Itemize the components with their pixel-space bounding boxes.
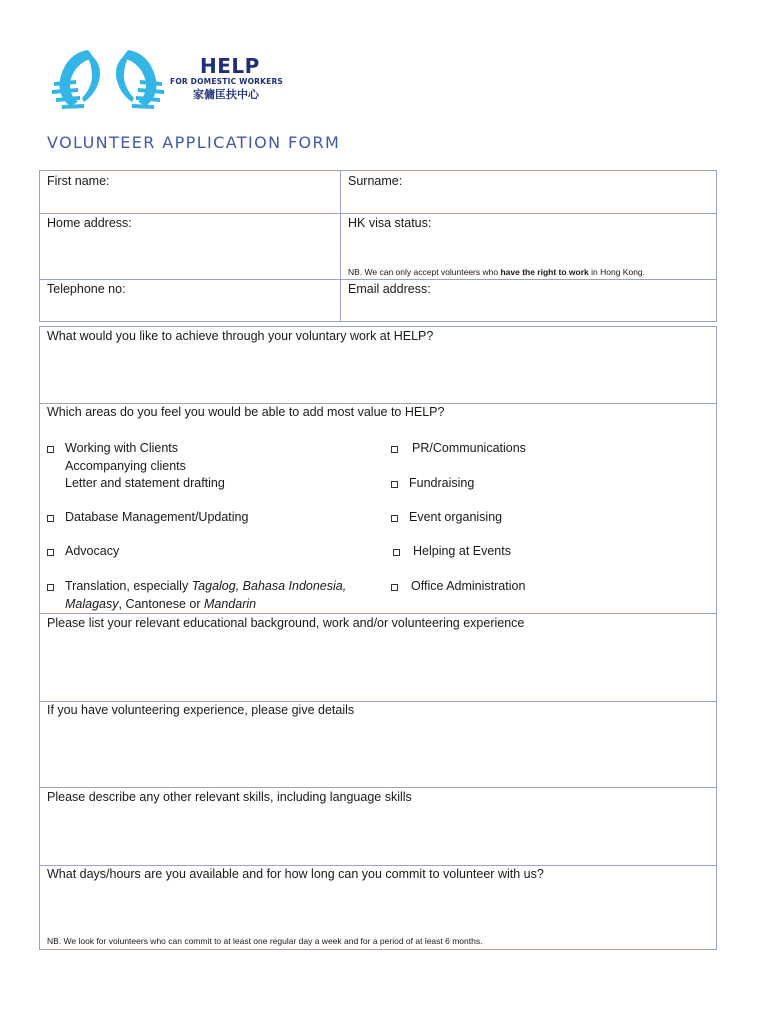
skills-question[interactable]: Please describe any other relevant skills, including language skills — [47, 790, 412, 804]
home-address-field[interactable]: Home address: — [47, 216, 132, 230]
availability-note: NB. We look for volunteers who can commit to at least one regular day a week and for a period of at least 6 months. — [47, 936, 483, 946]
checkbox-pr[interactable] — [391, 446, 398, 453]
checkbox-advocacy[interactable] — [47, 549, 54, 556]
education-question[interactable]: Please list your relevant educational background, work and/or volunteering experience — [47, 616, 525, 630]
table-divider — [340, 170, 341, 322]
table-divider — [39, 865, 717, 866]
checkbox-database[interactable] — [47, 515, 54, 522]
checkbox-event-organising[interactable] — [391, 515, 398, 522]
visa-note: NB. We can only accept volunteers who have the right to work in Hong Kong. — [348, 267, 646, 277]
option-office-admin: Office Administration — [411, 579, 526, 593]
checkbox-working-with-clients[interactable] — [47, 446, 54, 453]
checkbox-translation[interactable] — [47, 584, 54, 591]
option-pr: PR/Communications — [412, 441, 526, 455]
table-divider — [39, 787, 717, 788]
telephone-field[interactable]: Telephone no: — [47, 282, 126, 296]
table-divider — [39, 701, 717, 702]
areas-question: Which areas do you feel you would be able to add most value to HELP? — [47, 405, 445, 419]
availability-question[interactable]: What days/hours are you available and for how long can you commit to volunteer with us? — [47, 867, 544, 881]
table-divider — [39, 613, 717, 614]
achieve-question[interactable]: What would you like to achieve through your voluntary work at HELP? — [47, 329, 434, 343]
option-translation: Translation, especially Tagalog, Bahasa Indonesia, Malagasy, Cantonese or Mandarin — [65, 579, 347, 611]
first-name-field[interactable]: First name: — [47, 174, 110, 188]
checkbox-fundraising[interactable] — [391, 481, 398, 488]
visa-status-field[interactable]: HK visa status: — [348, 216, 432, 230]
option-working-with-clients: Working with Clients Accompanying clients Letter and statement drafting — [65, 441, 225, 490]
logo-chinese-text: 家傭匡扶中心 — [193, 88, 259, 101]
logo-help-text: HELP — [200, 54, 260, 78]
personal-details-table — [39, 170, 717, 322]
option-fundraising: Fundraising — [409, 476, 475, 490]
surname-field[interactable]: Surname: — [348, 174, 403, 188]
form-title: VOLUNTEER APPLICATION FORM — [47, 133, 341, 152]
option-event-organising: Event organising — [409, 510, 503, 524]
experience-question[interactable]: If you have volunteering experience, please give details — [47, 703, 355, 717]
checkbox-helping-events[interactable] — [393, 549, 400, 556]
logo-subtitle: FOR DOMESTIC WORKERS — [170, 77, 284, 86]
table-divider — [39, 403, 717, 404]
option-database: Database Management/Updating — [65, 510, 249, 524]
email-field[interactable]: Email address: — [348, 282, 431, 296]
checkbox-office-admin[interactable] — [391, 584, 398, 591]
option-helping-events: Helping at Events — [413, 544, 511, 558]
option-advocacy: Advocacy — [65, 544, 120, 558]
table-divider — [39, 213, 717, 214]
questions-table — [39, 326, 717, 950]
table-divider — [39, 279, 717, 280]
